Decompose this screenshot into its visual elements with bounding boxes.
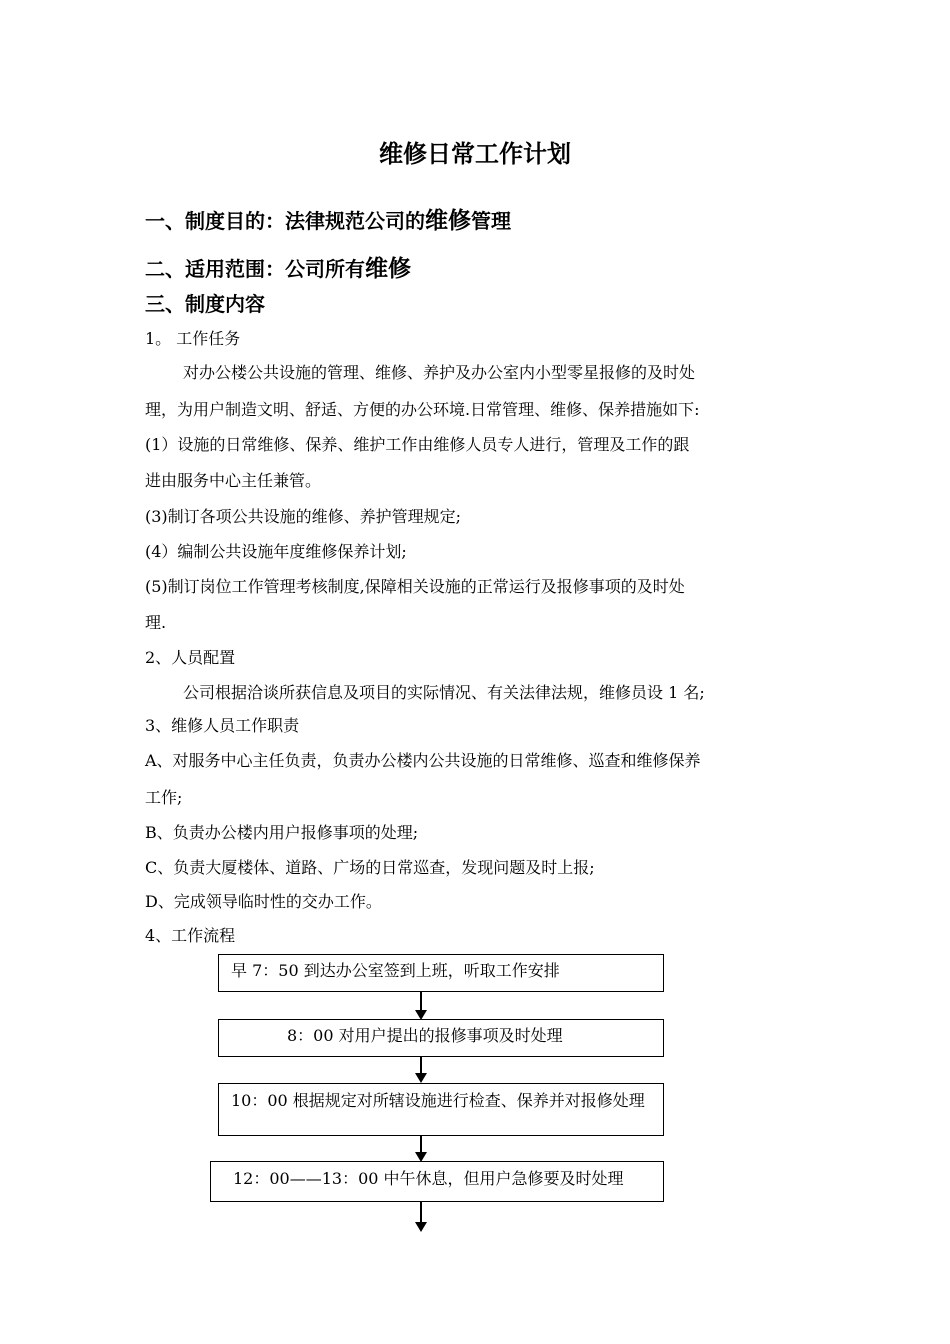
section-1-heading: 1。 工作任务: [145, 329, 241, 348]
flow-step-label: 10：00 根据规定对所辖设施进行检查、保养并对报修处理: [231, 1091, 645, 1110]
paragraph-line: 理，为用户制造文明、舒适、方便的办公环境.日常管理、维修、保养措施如下:: [145, 400, 700, 419]
paragraph-line: 公司根据洽谈所获信息及项目的实际情况、有关法律法规，维修员设 1 名;: [183, 683, 705, 702]
heading-purpose: [145, 202, 511, 235]
flow-step-box: [218, 1083, 664, 1136]
paragraph-line: 对办公楼公共设施的管理、维修、养护及办公室内小型零星报修的及时处: [183, 363, 696, 382]
paragraph-line: 理.: [145, 613, 167, 632]
paragraph-line: A、对服务中心主任负责，负责办公楼内公共设施的日常维修、巡查和维修保养: [145, 751, 701, 770]
flow-step-box: [210, 1161, 664, 1202]
paragraph-line: B、负责办公楼内用户报修事项的处理;: [145, 823, 419, 842]
paragraph-line: (5)制订岗位工作管理考核制度,保障相关设施的正常运行及报修事项的及时处: [145, 577, 685, 596]
paragraph-line: (1）设施的日常维修、保养、维护工作由维修人员专人进行，管理及工作的跟: [145, 435, 690, 454]
flow-step-box: [218, 954, 664, 992]
arrow-down-icon: [415, 1222, 427, 1232]
paragraph-line: D、完成领导临时性的交办工作。: [145, 892, 382, 911]
paragraph-line: (3)制订各项公共设施的维修、养护管理规定;: [145, 507, 462, 526]
paragraph-line: (4）编制公共设施年度维修保养计划;: [145, 542, 407, 561]
flow-step-label: 早 7：50 到达办公室签到上班，听取工作安排: [231, 961, 560, 980]
heading-scope: [145, 250, 411, 283]
flow-step-box: [218, 1019, 664, 1057]
paragraph-line: 工作;: [145, 788, 183, 807]
flow-arrow-line: [420, 992, 422, 1012]
heading-purpose-suffix: 管理: [471, 209, 511, 233]
section-2-heading: 2、人员配置: [145, 648, 236, 667]
paragraph-line: C、负责大厦楼体、道路、广场的日常巡查，发现问题及时上报;: [145, 858, 595, 877]
flow-step-label: 8：00 对用户提出的报修事项及时处理: [287, 1026, 563, 1045]
paragraph-line: 进由服务中心主任兼管。: [145, 471, 322, 490]
heading-scope-emphasis: 维修: [365, 256, 411, 282]
heading-purpose-text: 一、制度目的：法律规范公司的: [145, 209, 425, 233]
document-title: 维修日常工作计划: [379, 140, 571, 168]
heading-scope-text: 二、适用范围：公司所有: [145, 257, 365, 281]
arrow-down-icon: [415, 1073, 427, 1083]
heading-purpose-emphasis: 维修: [425, 208, 471, 234]
flow-arrow-line: [420, 1202, 422, 1224]
heading-content: 三、制度内容: [145, 292, 265, 316]
section-3-heading: 3、维修人员工作职责: [145, 716, 300, 735]
flow-step-label: 12：00——13：00 中午休息，但用户急修要及时处理: [233, 1169, 624, 1188]
section-4-heading: 4、工作流程: [145, 926, 236, 945]
